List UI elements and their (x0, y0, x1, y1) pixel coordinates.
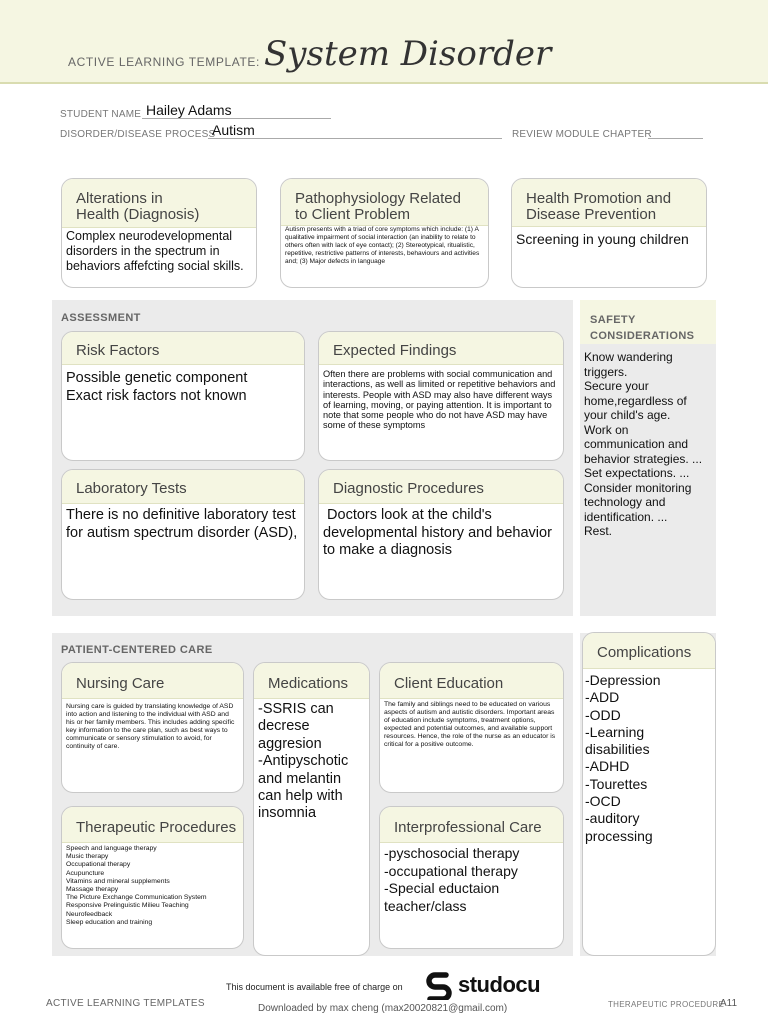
safety-line: Work on (584, 422, 629, 437)
nursing-care-header: Nursing Care (62, 663, 243, 699)
complication-item: -ADHD (585, 758, 630, 775)
client-education-box (379, 662, 564, 793)
health-promotion-title-line2: Disease Prevention (526, 206, 657, 223)
safety-label (590, 312, 694, 344)
safety-line: Know wandering (584, 350, 673, 364)
nursing-care-body: Nursing care is guided by translating knowledge of ASD into action and listening to the individual with ASD and his or her family members. This includes adding specific key information to the care plan, such as best ways to communicate or sensory stimulation to avoid, for continuity of care. (66, 703, 235, 750)
medication-line: -Antipyschotic (258, 753, 349, 770)
complications-body (585, 672, 709, 845)
patient-care-label: PATIENT-CENTERED CARE (61, 644, 213, 656)
risk-factors-header: Risk Factors (62, 332, 304, 365)
laboratory-tests-body: There is no definitive laboratory test for autism spectrum disorder (ASD), (66, 507, 298, 541)
downloaded-by-text: Downloaded by max cheng (max20020821@gmail.com) (258, 1003, 508, 1014)
complication-item: -Depression (585, 672, 661, 688)
medication-line: -SSRIS can (258, 701, 334, 717)
nursing-care-box (61, 662, 244, 793)
interprofessional-care-body (384, 845, 557, 915)
disorder-value: Autism (212, 122, 255, 138)
safety-line: Rest. (584, 524, 613, 538)
complication-item: disabilities (585, 741, 650, 758)
pathophysiology-body: Autism presents with a triad of core symptoms which include: (1) A qualitative impairment of social interaction (an inability to relate to others often with lack of eye contact); (2) Stereotypical, ritualistic, repetitive, restrictive patterns of interests, behaviours and activities and; (3) Major defects in language (285, 226, 480, 265)
therapy-item: Occupational therapy (66, 861, 131, 869)
studocu-brand[interactable]: studocu (458, 972, 541, 997)
interprofessional-line: -pyschosocial therapy (384, 845, 520, 861)
medications-body (258, 701, 363, 823)
alterations-box (61, 178, 257, 288)
availability-text: This document is available free of charge on (226, 982, 403, 992)
risk-factor-item: Possible genetic component (66, 370, 248, 386)
interprofessional-care-header: Interprofessional Care (380, 807, 563, 843)
safety-line: Set expectations. ... (584, 466, 690, 480)
expected-findings-body: Often there are problems with social communication and interactions, as well as limited or repetitive behaviors and interests. People with ASD may also have different ways of learning, moving, or paying attention. It is important to note that some people who do not have ASD may have some of these symptoms (323, 369, 556, 431)
safety-line: triggers. (584, 364, 628, 379)
complication-item: -ADD (585, 689, 620, 706)
review-module-line (648, 138, 703, 139)
template-title: System Disorder (264, 34, 552, 74)
pathophysiology-title-line2: to Client Problem (295, 206, 411, 223)
therapy-item: Acupuncture (66, 869, 105, 877)
health-promotion-header (512, 179, 706, 227)
alterations-header (62, 179, 256, 228)
alterations-title-line2: Health (Diagnosis) (76, 206, 200, 223)
student-name-value: Hailey Adams (146, 102, 232, 118)
health-promotion-box (511, 178, 707, 288)
expected-findings-box (318, 331, 564, 461)
interprofessional-line: -occupational therapy (384, 862, 518, 879)
disorder-label: DISORDER/DISEASE PROCESS (60, 129, 216, 140)
page-number: A11 (720, 998, 738, 1009)
complications-box (582, 632, 716, 956)
student-name-line (142, 118, 331, 119)
student-name-label: STUDENT NAME (60, 109, 142, 120)
therapy-item: Neurofeedback (66, 910, 113, 918)
client-education-body: The family and siblings need to be educated on various aspects of autism and autistic disorders. Important areas of education include symptoms, treatment options, expected and potential outcomes, and available support resources. Hence, the role of the nurse as an educator is critical for a positive outcome. (384, 701, 556, 748)
therapy-item: Sleep education and training (66, 918, 153, 926)
health-promotion-body: Screening in young children (516, 231, 689, 247)
interprofessional-line: teacher/class (384, 897, 467, 914)
therapy-item: Massage therapy (66, 886, 119, 894)
medication-line: aggresion (258, 735, 322, 752)
therapy-item: Responsive Prelinguistic Milieu Teaching (66, 902, 189, 910)
laboratory-tests-box (61, 469, 305, 600)
interprofessional-line: -Special eductaion (384, 880, 500, 896)
alterations-body: Complex neurodevelopmental disorders in the spectrum in behaviors affefcting social skills. (66, 229, 244, 273)
safety-line: your child's age. (584, 408, 671, 422)
safety-line: technology and (584, 495, 666, 509)
pathophysiology-box (280, 178, 489, 288)
complication-item: -Tourettes (585, 775, 648, 792)
pathophysiology-header (281, 179, 488, 226)
safety-line: home,regardless of (584, 393, 687, 408)
complication-item: -OCD (585, 793, 621, 810)
health-promotion-title-line1: Health Promotion and (526, 190, 672, 207)
complication-item: processing (585, 827, 653, 844)
safety-line: Secure your (584, 379, 649, 393)
therapy-item: The Picture Exchange Communication System (66, 894, 207, 902)
client-education-header: Client Education (380, 663, 563, 699)
footer-left-label: ACTIVE LEARNING TEMPLATES (46, 998, 205, 1009)
interprofessional-care-box (379, 806, 564, 949)
laboratory-tests-header: Laboratory Tests (62, 470, 304, 504)
medication-line: and melantin (258, 770, 342, 787)
therapeutic-procedures-body (66, 845, 237, 927)
diagnostic-procedures-body: Doctors look at the child's developmental history and behavior to make a diagnosis (323, 507, 556, 558)
therapy-item: Vitamins and mineral supplements (66, 877, 170, 885)
medication-line: can help with (258, 788, 343, 805)
medication-line: insomnia (258, 805, 317, 822)
safety-list (584, 350, 716, 539)
safety-label-line2: CONSIDERATIONS (590, 330, 695, 342)
safety-line: Consider monitoring (584, 480, 692, 495)
alterations-title-line1: Alterations in (76, 190, 163, 207)
footer-right-label: THERAPEUTIC PROCEDURE (608, 1000, 725, 1009)
pathophysiology-title-line1: Pathophysiology Related (295, 190, 461, 207)
studocu-logo-icon[interactable] (424, 970, 454, 1000)
therapy-item: Music therapy (66, 853, 109, 861)
therapy-item: Speech and language therapy (66, 845, 157, 852)
disorder-line (208, 138, 502, 139)
template-label: ACTIVE LEARNING TEMPLATE: (68, 55, 260, 69)
complication-item: -auditory (585, 810, 640, 827)
safety-line: behavior strategies. ... (584, 451, 703, 466)
review-module-label: REVIEW MODULE CHAPTER (512, 129, 652, 140)
therapeutic-procedures-box (61, 806, 244, 949)
medication-line: decrese (258, 718, 310, 735)
therapeutic-procedures-header: Therapeutic Procedures (62, 807, 243, 843)
complications-header: Complications (583, 633, 715, 669)
risk-factors-body (66, 370, 298, 405)
assessment-label: ASSESSMENT (61, 312, 141, 324)
expected-findings-header: Expected Findings (319, 332, 563, 365)
medications-box (253, 662, 370, 956)
complication-item: -Learning (585, 723, 645, 740)
complication-item: -ODD (585, 706, 621, 723)
safety-line: communication and (584, 437, 689, 451)
safety-line: identification. ... (584, 509, 668, 524)
medications-header: Medications (254, 663, 369, 699)
diagnostic-procedures-header: Diagnostic Procedures (319, 470, 563, 504)
safety-label-line1: SAFETY (590, 314, 636, 326)
diagnostic-procedures-box (318, 469, 564, 600)
risk-factors-box (61, 331, 305, 461)
risk-factor-item: Exact risk factors not known (66, 387, 247, 404)
